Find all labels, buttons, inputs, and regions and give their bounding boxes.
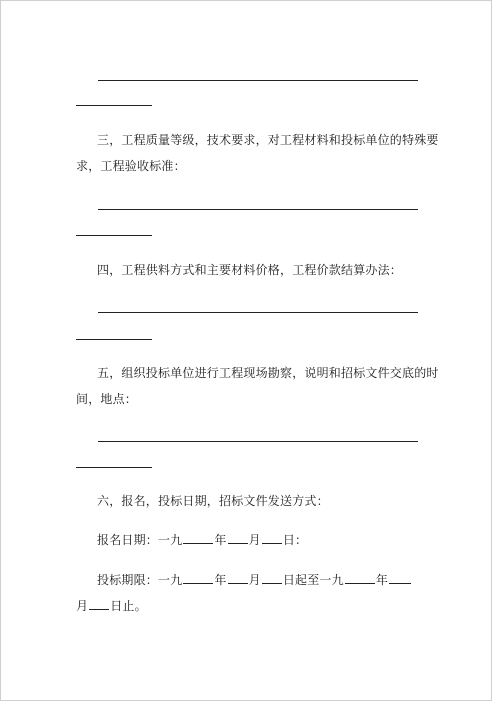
blank-field [262, 533, 282, 544]
registration-part: 日： [282, 533, 308, 547]
fill-line-short [76, 235, 152, 236]
section-4-line-1: 四，工程供料方式和主要材料价格，工程价款结算办法： [97, 263, 403, 277]
registration-part: 年 [214, 533, 227, 547]
bidding-label: 投标期限： [97, 573, 159, 587]
bidding-part: 日起至一九 [282, 573, 344, 587]
section-5-line-2: 间，地点： [76, 392, 138, 406]
section-3-line-1: 三，工程质量等级，技术要求，对工程材料和投标单位的特殊要 [97, 133, 439, 147]
fill-line-long [98, 209, 418, 210]
blank-field [228, 573, 248, 584]
blank-field [183, 573, 213, 584]
bidding-part: 月 [248, 573, 261, 587]
section-3-line-2: 求，工程验收标准： [76, 159, 186, 173]
blank-field [262, 573, 282, 584]
fill-line-short [76, 467, 152, 468]
bidding-part: 日止。 [110, 599, 147, 613]
blank-field [345, 573, 375, 584]
bidding-part: 年 [214, 573, 227, 587]
registration-label: 报名日期： [97, 533, 159, 547]
bidding-part: 年 [375, 573, 389, 587]
section-6-line-1: 六，报名，投标日期，招标文件发送方式： [97, 494, 329, 508]
bidding-part: 一九 [158, 573, 183, 587]
fill-line-long [98, 80, 418, 81]
fill-line-short [76, 105, 152, 106]
blank-field [89, 599, 109, 610]
registration-part: 月 [248, 533, 261, 547]
blank-field [389, 573, 411, 584]
registration-date-row [97, 533, 307, 547]
blank-field [228, 533, 248, 544]
registration-part: 一九 [158, 533, 183, 547]
bidding-period-row-1 [97, 573, 412, 587]
fill-line-long [98, 441, 418, 442]
fill-line-short [76, 339, 152, 340]
fill-line-long [98, 312, 418, 313]
section-5-line-1: 五，组织投标单位进行工程现场勘察，说明和招标文件交底的时 [97, 366, 439, 380]
bidding-part: 月 [76, 599, 89, 613]
blank-field [183, 533, 213, 544]
bidding-period-row-2 [76, 599, 147, 613]
